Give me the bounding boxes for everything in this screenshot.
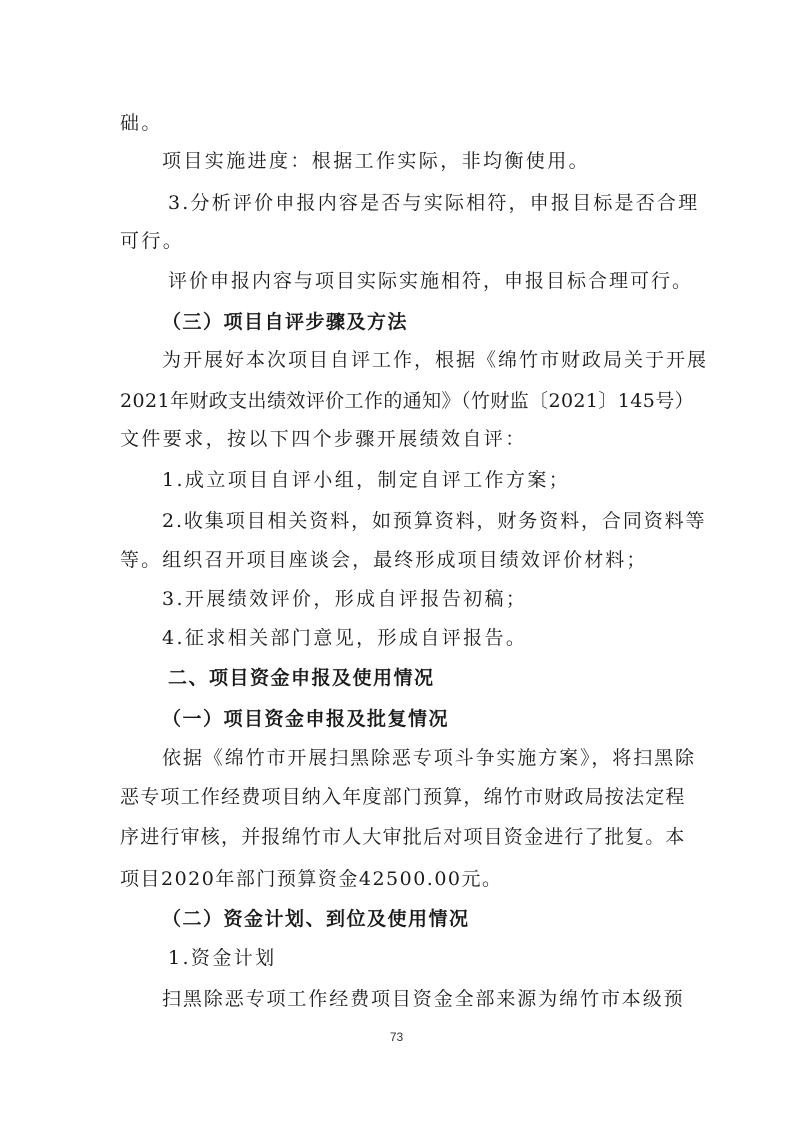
body-line: 3.开展绩效评价，形成自评报告初稿；: [162, 588, 528, 610]
body-line: 2.收集项目相关资料，如预算资料，财务资料，合同资料等: [162, 510, 707, 532]
body-line: 等。组织召开项目座谈会，最终形成项目绩效评价材料；: [120, 549, 648, 571]
chapter-heading: 二、项目资金申报及使用情况: [168, 667, 435, 689]
body-line: 1.资金计划: [168, 947, 277, 969]
body-line: 扫黑除恶专项工作经费项目资金全部来源为绵竹市本级预: [162, 988, 685, 1010]
body-line: 3.分析评价申报内容是否与实际相符，申报目标是否合理: [168, 192, 700, 214]
body-line: 项目2020年部门预算资金42500.00元。: [120, 868, 503, 890]
body-line: 为开展好本次项目自评工作，根据《绵竹市财政局关于开展: [162, 349, 709, 371]
body-line: 序进行审核，并报绵竹市人大审批后对项目资金进行了批复。本: [120, 826, 686, 848]
body-line: 2021年财政支出绩效评价工作的通知》（竹财监〔2021〕145号）: [120, 390, 695, 412]
body-line: 4.征求相关部门意见，形成自评报告。: [162, 627, 528, 649]
page-number: 73: [389, 1030, 404, 1044]
body-line: 评价申报内容与项目实际实施相符，申报目标合理可行。: [168, 270, 694, 292]
section-heading: （二）资金计划、到位及使用情况: [162, 908, 470, 930]
section-heading: （三）项目自评步骤及方法: [162, 311, 409, 333]
body-line: 1.成立项目自评小组，制定自评工作方案；: [162, 469, 571, 491]
body-line: 础。: [120, 112, 163, 134]
body-line: 依据《绵竹市开展扫黑除恶专项斗争实施方案》，将扫黑除: [162, 747, 696, 769]
body-line: 恶专项工作经费项目纳入年度部门预算，绵竹市财政局按法定程: [120, 786, 686, 808]
body-line: 项目实施进度：根据工作实际，非均衡使用。: [162, 150, 591, 172]
body-line: 可行。: [120, 230, 185, 252]
body-line: 文件要求，按以下四个步骤开展绩效自评：: [120, 428, 527, 450]
section-heading: （一）项目资金申报及批复情况: [162, 708, 450, 730]
